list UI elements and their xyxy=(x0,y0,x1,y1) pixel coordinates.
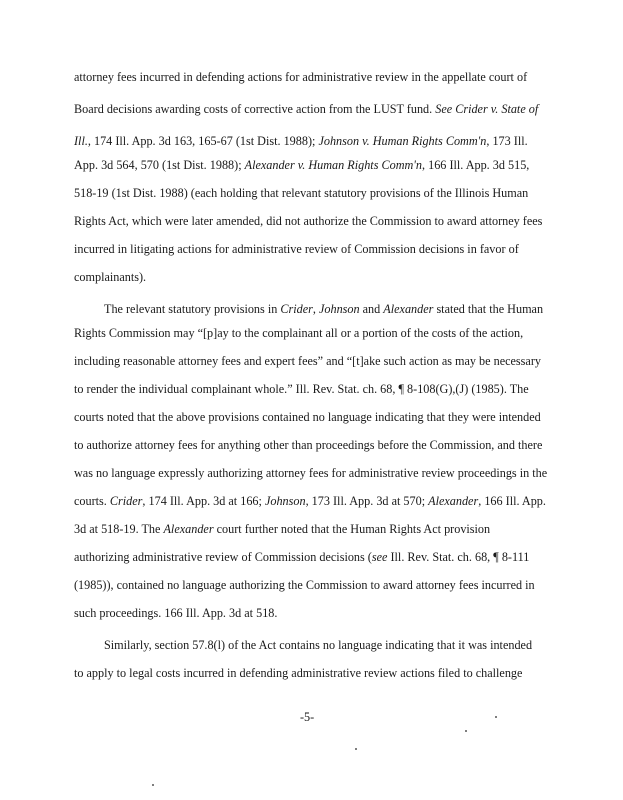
text-run: Similarly, section 57.8(l) of the Act contains no language indicating that it was intended xyxy=(104,638,533,652)
text-run: courts. xyxy=(74,494,110,508)
text-run: Rights Act, which were later amended, did not authorize the Commission to award attorney fees xyxy=(74,214,543,228)
text-run: incurred in litigating actions for administrative review of Commission decisions in favor of xyxy=(74,242,519,256)
text-run: App. 3d 564, 570 (1st Dist. 1988); xyxy=(74,158,245,172)
text-run: court further noted that the Human Rights Act provision xyxy=(213,522,491,536)
text-line xyxy=(74,577,535,593)
text-run: Alexander v. Human Rights Comm'n xyxy=(244,158,423,172)
text-run: 518-19 (1st Dist. 1988) (each holding that relevant statutory provisions of the Illinois Human xyxy=(74,186,529,200)
text-run: Ill. xyxy=(74,134,88,148)
scan-speck xyxy=(152,784,154,786)
text-run: complainants). xyxy=(74,270,147,284)
text-run: authorizing administrative review of Commission decisions ( xyxy=(74,550,372,564)
text-run: such proceedings. 166 Ill. App. 3d at 518. xyxy=(74,606,278,620)
text-run: , 173 Ill. App. 3d at 570; xyxy=(305,494,429,508)
scan-speck xyxy=(355,748,357,750)
text-line xyxy=(74,521,490,537)
text-run: was no language expressly authorizing attorney fees for administrative review proceedings in the xyxy=(74,466,548,480)
text-line xyxy=(74,157,529,173)
text-run: , 174 Ill. App. 3d at 166; xyxy=(142,494,265,508)
text-run: Crider xyxy=(109,494,143,508)
text-run: Johnson xyxy=(264,494,306,508)
text-run: stated that the Human xyxy=(433,302,544,316)
page-number: -5- xyxy=(300,710,315,724)
text-line xyxy=(104,301,543,317)
text-line xyxy=(74,465,547,481)
text-run: Crider xyxy=(280,302,313,316)
text-run: Alexander xyxy=(383,302,434,316)
text-line xyxy=(104,637,532,653)
text-run: , xyxy=(312,302,319,316)
text-run: to apply to legal costs incurred in defending administrative review actions filed to challenge xyxy=(74,666,523,680)
text-line xyxy=(74,185,528,201)
text-run: , 173 Ill. xyxy=(486,134,528,148)
text-line xyxy=(74,409,541,425)
text-line xyxy=(74,381,529,397)
text-run: , 166 Ill. App. xyxy=(478,494,546,508)
scan-speck xyxy=(465,730,467,732)
text-run: Alexander xyxy=(428,494,479,508)
text-line xyxy=(74,437,542,453)
text-run: , 166 Ill. App. 3d 515, xyxy=(422,158,530,172)
text-line xyxy=(74,665,522,681)
text-line xyxy=(74,325,523,341)
text-run: see xyxy=(371,550,388,564)
text-line xyxy=(74,493,546,509)
text-line xyxy=(74,549,529,565)
text-run: including reasonable attorney fees and expert fees” and “[t]ake such action as may be necessary xyxy=(74,354,541,368)
text-run: 3d at 518-19. The xyxy=(74,522,164,536)
text-run: to render the individual complainant whole.” Ill. Rev. Stat. ch. 68, ¶ 8-108(G),(J) (1985). The xyxy=(74,382,529,396)
text-line xyxy=(74,101,538,117)
text-line xyxy=(74,213,542,229)
text-run: courts noted that the above provisions contained no language indicating that they were intended xyxy=(74,410,541,424)
text-run: to authorize attorney fees for anything other than proceedings before the Commission, and there xyxy=(74,438,543,452)
text-run: Ill. Rev. Stat. ch. 68, ¶ 8-111 xyxy=(387,550,530,564)
text-run: and xyxy=(359,302,384,316)
text-run: attorney fees incurred in defending actions for administrative review in the appellate court of xyxy=(74,70,528,84)
text-run: Board decisions awarding costs of corrective action from the LUST fund. xyxy=(74,102,436,116)
text-line xyxy=(74,269,146,285)
text-run: , 174 Ill. App. 3d 163, 165-67 (1st Dist. 1988); xyxy=(87,134,319,148)
text-line xyxy=(74,69,527,85)
text-run: Johnson v. Human Rights Comm'n xyxy=(318,134,487,148)
text-run: See Crider v. State of xyxy=(435,102,539,116)
text-line xyxy=(74,353,541,369)
text-line xyxy=(74,133,528,149)
text-line xyxy=(74,605,277,621)
text-run: Johnson xyxy=(318,302,360,316)
text-run: Rights Commission may “[p]ay to the complainant all or a portion of the costs of the action, xyxy=(74,326,524,340)
text-run: (1985)), contained no language authorizing the Commission to award attorney fees incurred in xyxy=(74,578,535,592)
text-run: Alexander xyxy=(163,522,214,536)
scan-speck xyxy=(495,716,497,718)
text-line xyxy=(74,241,519,257)
text-run: The relevant statutory provisions in xyxy=(104,302,281,316)
